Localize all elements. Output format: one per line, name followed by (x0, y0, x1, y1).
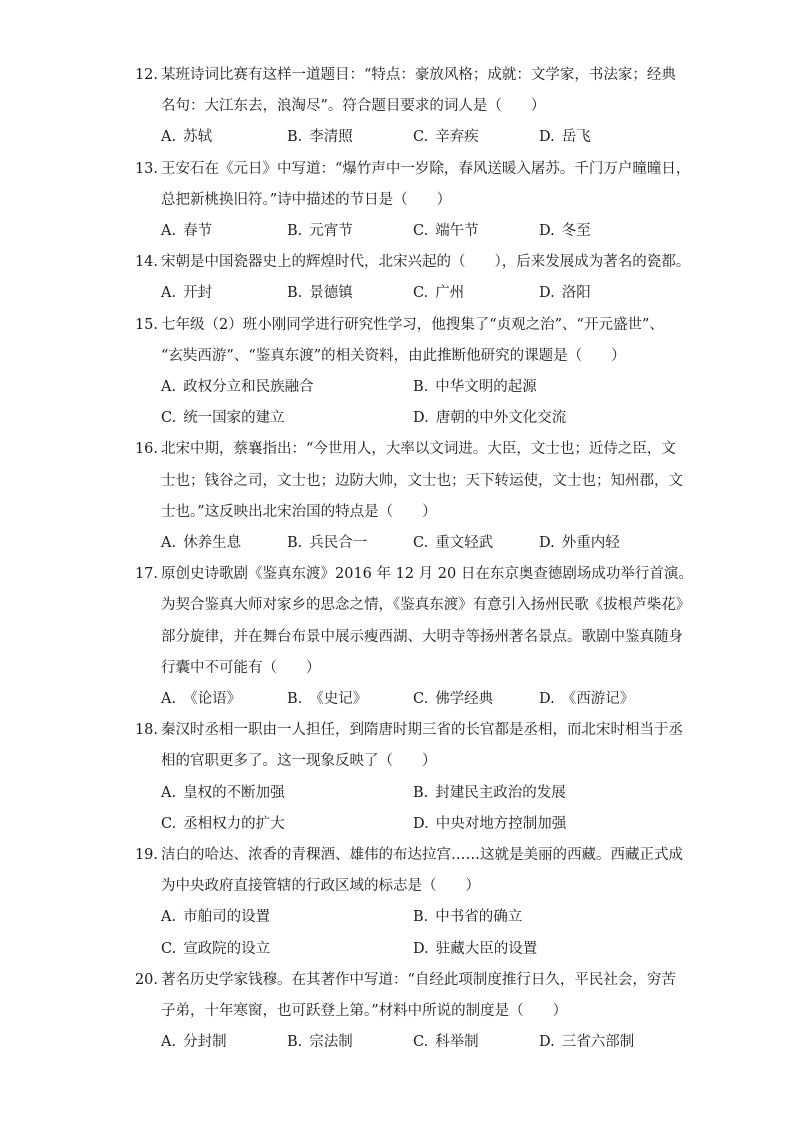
question-stem (161, 965, 676, 1027)
option-b: B. 景德镇 (287, 285, 353, 302)
option-a: A. 休养生息 (161, 534, 242, 551)
option-a: A. 政权分立和民族融合 (161, 378, 314, 395)
stem-line: 总把新桃换旧符。”诗中描述的节日是（ ） (161, 191, 452, 208)
question-stem (161, 840, 683, 902)
option-d: D. 洛阳 (539, 285, 591, 302)
stem-line: 原创史诗歌剧《鉴真东渡》2016 年 12 月 20 日在东京奥查德剧场成功举行首演。 (161, 566, 693, 583)
option-b: B. 元宵节 (287, 222, 353, 239)
question-stem (161, 715, 683, 777)
option-b: B. 宗法制 (287, 1034, 353, 1051)
question-number: 18. (134, 722, 158, 739)
option-c: C. 统一国家的建立 (161, 410, 285, 427)
option-d: D. 三省六部制 (539, 1034, 635, 1051)
option-c: C. 佛学经典 (413, 690, 494, 707)
option-b: B. 中书省的确立 (413, 909, 523, 926)
stem-line: 王安石在《元日》中写道：“爆竹声中一岁除，春风送暖入屠苏。千门万户曈曈日， (161, 160, 691, 177)
question-stem (161, 154, 691, 216)
option-c: C. 辛弃疾 (413, 129, 479, 146)
option-c: C. 广州 (413, 285, 465, 302)
stem-line: 相的官职更多了。这一现象反映了（ ） (161, 753, 437, 770)
question-stem (161, 559, 693, 684)
option-c: C. 重文轻武 (413, 534, 494, 551)
question-number: 12. (134, 67, 158, 83)
option-b: B. 中华文明的起源 (413, 378, 537, 395)
question-stem (161, 247, 691, 278)
question-stem (161, 434, 683, 528)
stem-line: 为中央政府直接管辖的行政区域的标志是（ ） (161, 878, 480, 895)
stem-line: 某班诗词比赛有这样一道题目：“特点：豪放风格；成就：文学家，书法家；经典 (161, 67, 676, 83)
option-c: C. 端午节 (413, 222, 479, 239)
question-number: 20. (134, 971, 158, 988)
option-a: A. 皇权的不断加强 (161, 784, 285, 801)
option-a: A. 苏轼 (161, 129, 213, 146)
option-c: C. 科举制 (413, 1034, 479, 1051)
option-d: D. 冬至 (539, 222, 591, 239)
stem-line: 士也。”这反映出北宋治国的特点是（ ） (161, 503, 437, 520)
option-d: D. 岳飞 (539, 129, 591, 146)
option-d: D. 唐朝的中外文化交流 (413, 410, 567, 427)
option-a: A. 春节 (161, 222, 213, 239)
option-b: B. 封建民主政治的发展 (413, 784, 566, 801)
stem-line: 七年级（2）班小刚同学进行研究性学习，他搜集了“贞观之治”、“开元盛世”、 (161, 316, 664, 333)
stem-line: 士也；钱谷之司，文士也；边防大帅，文士也；天下转运使，文士也；知州郡，文 (161, 472, 683, 489)
option-d: D. 驻藏大臣的设置 (413, 940, 538, 957)
question-number: 19. (134, 847, 158, 863)
option-a: A. 《论语》 (161, 690, 242, 707)
option-a: A. 分封制 (161, 1034, 227, 1051)
stem-line: 部分旋律，并在舞台布景中展示瘦西湖、大明寺等扬州著名景点。歌剧中鉴真随身 (161, 628, 683, 645)
option-d: D. 外重内轻 (539, 534, 620, 551)
option-d: D. 中央对地方控制加强 (413, 815, 567, 832)
option-b: B. 兵民合一 (287, 534, 368, 551)
option-c: C. 丞相权力的扩大 (161, 815, 285, 832)
question-number: 14. (134, 254, 158, 271)
stem-line: 名句：大江东去，浪淘尽”。符合题目要求的词人是（ ） (161, 98, 546, 115)
question-stem (161, 310, 671, 372)
question-number: 13. (134, 160, 158, 177)
option-c: C. 宣政院的设立 (161, 940, 271, 957)
question-number: 15. (134, 316, 158, 333)
stem-line: 洁白的哈达、浓香的青稞酒、雄伟的布达拉宫……这就是美丽的西藏。西藏正式成 (161, 847, 683, 863)
stem-line: “玄奘西游”、“鉴真东渡”的相关资料，由此推断他研究的课题是（ ） (161, 347, 626, 364)
option-d: D. 《西游记》 (539, 690, 635, 707)
question-stem (161, 60, 676, 122)
stem-line: 著名历史学家钱穆。在其著作中写道：“自经此项制度推行日久，平民社会，穷苦 (161, 971, 676, 988)
option-b: B. 李清照 (287, 129, 353, 146)
stem-line: 为契合鉴真大师对家乡的思念之情，《鉴真东渡》有意引入扬州民歌《拔根芦柴花》 (161, 597, 691, 614)
question-number: 17. (134, 566, 158, 583)
question-number: 16. (134, 441, 158, 458)
stem-line: 行囊中不可能有（ ） (161, 659, 321, 676)
option-a: A. 市舶司的设置 (161, 909, 271, 926)
stem-line: 北宋中期，蔡襄指出：“今世用人，大率以文词进。大臣，文士也；近侍之臣，文 (161, 441, 676, 458)
stem-line: 子弟，十年寒窗，也可跃登上第。”材料中所说的制度是（ ） (161, 1002, 568, 1019)
option-a: A. 开封 (161, 285, 213, 302)
option-b: B. 《史记》 (287, 690, 368, 707)
stem-line: 宋朝是中国瓷器史上的辉煌时代，北宋兴起的（ ），后来发展成为著名的瓷都。 (161, 254, 691, 271)
stem-line: 秦汉时丞相一职由一人担任，到隋唐时期三省的长官都是丞相，而北宋时相当于丞 (161, 722, 683, 739)
